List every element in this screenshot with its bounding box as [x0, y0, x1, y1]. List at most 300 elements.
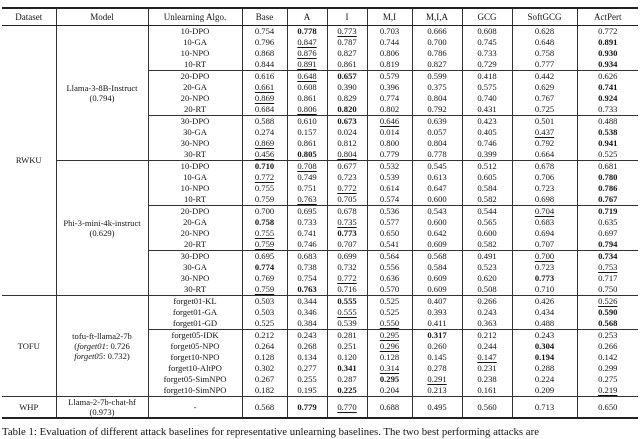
value-cell: 0.695: [242, 251, 287, 263]
value-cell: 0.772: [327, 183, 367, 194]
value-cell: 0.755: [242, 183, 287, 194]
column-header: GCG: [462, 8, 512, 26]
value-cell: 0.560: [462, 397, 512, 419]
value-cell: 0.767: [577, 194, 638, 206]
value-cell: 0.488: [512, 318, 577, 330]
unlearning-algo-cell: 10-RT: [148, 194, 242, 206]
value-cell: 0.570: [367, 284, 412, 296]
value-cell: 0.281: [327, 330, 367, 342]
unlearning-algo-cell: 20-NPO: [148, 93, 242, 104]
value-cell: 0.244: [462, 341, 512, 352]
column-header: M,I,A: [412, 8, 462, 26]
value-cell: 0.128: [367, 352, 412, 363]
unlearning-algo-cell: 30-RT: [148, 284, 242, 296]
model-cell: [56, 161, 148, 296]
value-cell: 0.503: [242, 296, 287, 308]
unlearning-algo-cell: 30-GA: [148, 127, 242, 138]
value-cell: 0.819: [367, 59, 412, 71]
value-cell: 0.605: [462, 172, 512, 183]
unlearning-algo-cell: 20-RT: [148, 104, 242, 116]
value-cell: 0.243: [512, 330, 577, 342]
model-name-text: : 0.726: [105, 341, 130, 351]
value-cell: 0.299: [577, 363, 638, 374]
value-cell: 0.770: [327, 397, 367, 419]
value-cell: 0.806: [367, 48, 412, 59]
value-cell: 0.266: [577, 341, 638, 352]
value-cell: 0.773: [327, 228, 367, 239]
value-cell: 0.613: [412, 172, 462, 183]
value-cell: 0.363: [462, 318, 512, 330]
value-cell: 0.532: [367, 161, 412, 173]
value-cell: 0.754: [287, 273, 327, 284]
value-cell: 0.805: [287, 149, 327, 161]
value-cell: 0.219: [577, 385, 638, 397]
value-cell: 0.302: [242, 363, 287, 374]
value-cell: 0.238: [462, 374, 512, 385]
value-cell: 0.751: [287, 183, 327, 194]
value-cell: 0.769: [242, 273, 287, 284]
model-name-text: tofu-ft-llama2-7b: [72, 331, 132, 341]
value-cell: 0.225: [327, 385, 367, 397]
value-cell: 0.288: [512, 363, 577, 374]
unlearning-algo-cell: 30-NPO: [148, 273, 242, 284]
value-cell: 0.700: [242, 206, 287, 218]
value-cell: 0.708: [287, 161, 327, 173]
value-cell: 0.794: [577, 239, 638, 251]
dataset-cell: TOFU: [2, 296, 56, 397]
table-row: [2, 296, 638, 308]
unlearning-algo-cell: 10-GA: [148, 172, 242, 183]
value-cell: 0.538: [577, 127, 638, 138]
value-cell: 0.608: [287, 82, 327, 93]
value-cell: 0.792: [512, 138, 577, 149]
unlearning-algo-cell: 30-GA: [148, 262, 242, 273]
value-cell: 0.568: [242, 397, 287, 419]
value-cell: 0.251: [327, 341, 367, 352]
value-cell: 0.491: [462, 251, 512, 263]
column-header: ActPert: [577, 8, 638, 26]
value-cell: 0.264: [242, 341, 287, 352]
value-cell: 0.650: [577, 397, 638, 419]
value-cell: 0.735: [327, 217, 367, 228]
value-cell: 0.827: [412, 59, 462, 71]
table-row: [2, 397, 638, 419]
value-cell: 0.703: [367, 26, 412, 38]
results-table: [2, 7, 638, 419]
value-cell: 0.647: [412, 183, 462, 194]
value-cell: 0.706: [512, 172, 577, 183]
value-cell: 0.642: [412, 228, 462, 239]
value-cell: 0.393: [412, 307, 462, 318]
value-cell: 0.616: [242, 71, 287, 83]
value-cell: 0.134: [287, 352, 327, 363]
model-name-text: (0.629): [89, 228, 115, 238]
value-cell: 0.157: [287, 127, 327, 138]
header-row: [2, 8, 638, 26]
value-cell: 0.723: [512, 262, 577, 273]
value-cell: 0.869: [242, 138, 287, 149]
value-cell: 0.723: [512, 183, 577, 194]
value-cell: 0.725: [512, 104, 577, 116]
value-cell: 0.609: [412, 284, 462, 296]
value-cell: 0.555: [327, 296, 367, 308]
value-cell: 0.729: [462, 59, 512, 71]
value-cell: 0.749: [287, 172, 327, 183]
value-cell: 0.418: [462, 71, 512, 83]
value-cell: 0.295: [367, 374, 412, 385]
value-cell: 0.941: [577, 138, 638, 149]
value-cell: 0.780: [577, 172, 638, 183]
value-cell: 0.777: [512, 59, 577, 71]
value-cell: 0.437: [512, 127, 577, 138]
value-cell: 0.847: [287, 37, 327, 48]
value-cell: 0.673: [327, 116, 367, 128]
value-cell: 0.806: [287, 104, 327, 116]
unlearning-algo-cell: 10-DPO: [148, 26, 242, 38]
column-header: Base: [242, 8, 287, 26]
value-cell: 0.717: [577, 273, 638, 284]
value-cell: 0.568: [577, 318, 638, 330]
value-cell: 0.861: [287, 138, 327, 149]
value-cell: 0.057: [412, 127, 462, 138]
unlearning-algo-cell: 30-DPO: [148, 116, 242, 128]
value-cell: 0.556: [367, 262, 412, 273]
unlearning-algo-cell: 10-DPO: [148, 161, 242, 173]
value-cell: 0.600: [462, 228, 512, 239]
dataset-cell: WHP: [2, 397, 56, 419]
value-cell: 0.274: [242, 127, 287, 138]
value-cell: 0.224: [512, 374, 577, 385]
value-cell: 0.582: [462, 194, 512, 206]
value-cell: 0.142: [577, 352, 638, 363]
value-cell: 0.508: [462, 284, 512, 296]
value-cell: 0.861: [287, 93, 327, 104]
model-name-text: (: [74, 341, 78, 351]
value-cell: 0.590: [577, 307, 638, 318]
value-cell: 0.750: [577, 284, 638, 296]
value-cell: 0.733: [287, 217, 327, 228]
value-cell: 0.525: [577, 149, 638, 161]
value-cell: 0.555: [327, 307, 367, 318]
value-cell: 0.759: [242, 194, 287, 206]
value-cell: 0.829: [327, 93, 367, 104]
value-cell: 0.758: [512, 48, 577, 59]
value-cell: 0.456: [242, 149, 287, 161]
value-cell: 0.503: [242, 307, 287, 318]
value-cell: 0.698: [512, 194, 577, 206]
value-cell: 0.705: [327, 194, 367, 206]
value-cell: 0.544: [462, 206, 512, 218]
value-cell: 0.195: [287, 385, 327, 397]
value-cell: 0.212: [462, 330, 512, 342]
value-cell: 0.295: [367, 330, 412, 342]
value-cell: 0.688: [367, 397, 412, 419]
value-cell: 0.648: [287, 71, 327, 83]
value-cell: 0.694: [512, 228, 577, 239]
column-header: M,I: [367, 8, 412, 26]
value-cell: 0.772: [327, 273, 367, 284]
dataset-cell: RWKU: [15, 155, 42, 166]
value-cell: 0.732: [327, 262, 367, 273]
value-cell: 0.639: [412, 116, 462, 128]
value-cell: 0.260: [412, 341, 462, 352]
value-cell: 0.120: [327, 352, 367, 363]
value-cell: 0.024: [327, 127, 367, 138]
value-cell: 0.209: [512, 385, 577, 397]
column-header: SoftGCG: [512, 8, 577, 26]
value-cell: 0.869: [242, 93, 287, 104]
value-cell: 0.442: [512, 71, 577, 83]
value-cell: 0.346: [287, 307, 327, 318]
value-cell: 0.182: [242, 385, 287, 397]
unlearning-algo-cell: 20-DPO: [148, 206, 242, 218]
model-name-text: (0.794): [89, 93, 115, 103]
value-cell: 0.568: [412, 251, 462, 263]
unlearning-algo-cell: 20-NPO: [148, 228, 242, 239]
value-cell: 0.710: [242, 161, 287, 173]
value-cell: 0.710: [512, 284, 577, 296]
value-cell: 0.664: [512, 149, 577, 161]
value-cell: 0.231: [462, 363, 512, 374]
value-cell: 0.786: [577, 183, 638, 194]
value-cell: 0.574: [367, 194, 412, 206]
unlearning-algo-cell: forget01-GD: [148, 318, 242, 330]
value-cell: 0.738: [287, 262, 327, 273]
value-cell: 0.774: [367, 93, 412, 104]
value-cell: 0.550: [367, 318, 412, 330]
value-cell: 0.646: [367, 116, 412, 128]
unlearning-algo-cell: 20-GA: [148, 82, 242, 93]
value-cell: 0.820: [327, 104, 367, 116]
value-cell: 0.812: [327, 138, 367, 149]
value-cell: 0.868: [242, 48, 287, 59]
unlearning-algo-cell: forget10-NPO: [148, 352, 242, 363]
value-cell: 0.599: [412, 71, 462, 83]
value-cell: 0.609: [412, 239, 462, 251]
value-cell: 0.277: [287, 363, 327, 374]
value-cell: 0.683: [287, 251, 327, 263]
value-cell: 0.390: [327, 82, 367, 93]
value-cell: 0.434: [512, 307, 577, 318]
value-cell: 0.161: [462, 385, 512, 397]
value-cell: 0.719: [577, 206, 638, 218]
table-header: [2, 8, 638, 26]
value-cell: 0.628: [512, 26, 577, 38]
unlearning-algo-cell: 10-GA: [148, 37, 242, 48]
value-cell: 0.804: [412, 93, 462, 104]
value-cell: 0.545: [412, 161, 462, 173]
value-cell: 0.243: [287, 330, 327, 342]
value-cell: 0.700: [412, 37, 462, 48]
value-cell: 0.526: [577, 296, 638, 308]
value-cell: 0.426: [512, 296, 577, 308]
model-cell: [56, 397, 148, 419]
value-cell: 0.584: [462, 183, 512, 194]
value-cell: 0.620: [462, 273, 512, 284]
value-cell: 0.707: [327, 239, 367, 251]
value-cell: 0.512: [462, 161, 512, 173]
value-cell: 0.577: [367, 217, 412, 228]
value-cell: 0.243: [462, 307, 512, 318]
model-name-text: Llama-2-7b-chat-hf: [68, 397, 136, 407]
unlearning-algo-cell: forget05-IDK: [148, 330, 242, 342]
value-cell: 0.194: [512, 352, 577, 363]
table-row: [2, 26, 638, 38]
value-cell: 0.681: [577, 161, 638, 173]
value-cell: 0.733: [462, 48, 512, 59]
table-body: [2, 26, 638, 419]
unlearning-algo-cell: forget05-SimNPO: [148, 374, 242, 385]
unlearning-algo-cell: -: [148, 397, 242, 419]
value-cell: 0.275: [577, 374, 638, 385]
value-cell: 0.678: [327, 206, 367, 218]
value-cell: 0.344: [287, 296, 327, 308]
value-cell: 0.786: [412, 48, 462, 59]
value-cell: 0.501: [512, 116, 577, 128]
value-cell: 0.523: [462, 262, 512, 273]
value-cell: 0.648: [512, 37, 577, 48]
value-cell: 0.713: [512, 397, 577, 419]
value-cell: 0.608: [462, 26, 512, 38]
unlearning-algo-cell: 30-DPO: [148, 251, 242, 263]
unlearning-algo-cell: forget01-KL: [148, 296, 242, 308]
value-cell: 0.733: [577, 104, 638, 116]
value-cell: 0.734: [577, 251, 638, 263]
value-cell: 0.575: [462, 82, 512, 93]
value-cell: 0.543: [412, 206, 462, 218]
model-name-text: (0.973): [89, 407, 115, 417]
unlearning-algo-cell: 30-NPO: [148, 138, 242, 149]
value-cell: 0.741: [287, 228, 327, 239]
value-cell: 0.525: [367, 296, 412, 308]
value-cell: 0.787: [327, 37, 367, 48]
value-cell: 0.754: [242, 26, 287, 38]
value-cell: 0.796: [242, 37, 287, 48]
value-cell: 0.579: [367, 71, 412, 83]
model-name-text: forget01: [77, 341, 106, 351]
model-name-text: : 0.732): [103, 351, 130, 361]
unlearning-algo-cell: 10-NPO: [148, 48, 242, 59]
unlearning-algo-cell: forget05-NPO: [148, 341, 242, 352]
unlearning-algo-cell: forget01-GA: [148, 307, 242, 318]
value-cell: 0.610: [287, 116, 327, 128]
value-cell: 0.930: [577, 48, 638, 59]
value-cell: 0.407: [412, 296, 462, 308]
value-cell: 0.876: [287, 48, 327, 59]
value-cell: 0.600: [412, 194, 462, 206]
value-cell: 0.755: [242, 228, 287, 239]
value-cell: 0.588: [242, 116, 287, 128]
unlearning-algo-cell: 10-RT: [148, 59, 242, 71]
value-cell: 0.629: [512, 82, 577, 93]
column-header: Dataset: [2, 8, 56, 26]
value-cell: 0.267: [242, 374, 287, 385]
value-cell: 0.650: [367, 228, 412, 239]
value-cell: 0.700: [512, 251, 577, 263]
value-cell: 0.773: [512, 273, 577, 284]
value-cell: 0.773: [327, 26, 367, 38]
value-cell: 0.891: [577, 37, 638, 48]
model-cell: [56, 26, 148, 161]
value-cell: 0.536: [367, 206, 412, 218]
unlearning-algo-cell: 20-DPO: [148, 71, 242, 83]
value-cell: 0.609: [412, 273, 462, 284]
value-cell: 0.891: [287, 59, 327, 71]
value-cell: 0.405: [462, 127, 512, 138]
value-cell: 0.778: [412, 149, 462, 161]
value-cell: 0.626: [577, 71, 638, 83]
table-row: [2, 161, 638, 173]
value-cell: 0.844: [242, 59, 287, 71]
value-cell: 0.128: [242, 352, 287, 363]
value-cell: 0.697: [577, 228, 638, 239]
value-cell: 0.266: [462, 296, 512, 308]
value-cell: 0.212: [242, 330, 287, 342]
value-cell: 0.375: [412, 82, 462, 93]
value-cell: 0.014: [367, 127, 412, 138]
unlearning-algo-cell: 20-GA: [148, 217, 242, 228]
column-header: Unlearning Algo.: [148, 8, 242, 26]
value-cell: 0.291: [412, 374, 462, 385]
value-cell: 0.635: [577, 217, 638, 228]
value-cell: 0.666: [412, 26, 462, 38]
value-cell: 0.539: [327, 318, 367, 330]
value-cell: 0.525: [367, 307, 412, 318]
model-name-text: Llama-3-8B-Instruct: [66, 83, 138, 93]
value-cell: 0.759: [242, 284, 287, 296]
unlearning-algo-cell: forget10-AltPO: [148, 363, 242, 374]
value-cell: 0.695: [287, 206, 327, 218]
value-cell: 0.746: [462, 138, 512, 149]
value-cell: 0.317: [412, 330, 462, 342]
column-header: Model: [56, 8, 148, 26]
value-cell: 0.614: [367, 183, 412, 194]
value-cell: 0.341: [327, 363, 367, 374]
value-cell: 0.741: [577, 82, 638, 93]
value-cell: 0.423: [462, 116, 512, 128]
value-cell: 0.314: [367, 363, 412, 374]
value-cell: 0.565: [462, 217, 512, 228]
value-cell: 0.525: [242, 318, 287, 330]
value-cell: 0.268: [287, 341, 327, 352]
value-cell: 0.792: [412, 104, 462, 116]
value-cell: 0.804: [327, 149, 367, 161]
value-cell: 0.399: [462, 149, 512, 161]
value-cell: 0.678: [512, 161, 577, 173]
unlearning-algo-cell: 20-RT: [148, 239, 242, 251]
value-cell: 0.147: [462, 352, 512, 363]
value-cell: 0.861: [327, 59, 367, 71]
value-cell: 0.723: [327, 172, 367, 183]
unlearning-algo-cell: 10-NPO: [148, 183, 242, 194]
value-cell: 0.763: [287, 284, 327, 296]
value-cell: 0.296: [367, 341, 412, 352]
value-cell: 0.600: [412, 217, 462, 228]
value-cell: 0.758: [242, 217, 287, 228]
value-cell: 0.431: [462, 104, 512, 116]
value-cell: 0.684: [242, 104, 287, 116]
value-cell: 0.677: [327, 161, 367, 173]
value-cell: 0.759: [242, 239, 287, 251]
value-cell: 0.772: [242, 172, 287, 183]
unlearning-algo-cell: forget10-SimNPO: [148, 385, 242, 397]
value-cell: 0.661: [242, 82, 287, 93]
value-cell: 0.800: [367, 138, 412, 149]
value-cell: 0.746: [287, 239, 327, 251]
value-cell: 0.255: [287, 374, 327, 385]
value-cell: 0.744: [367, 37, 412, 48]
value-cell: 0.716: [327, 284, 367, 296]
